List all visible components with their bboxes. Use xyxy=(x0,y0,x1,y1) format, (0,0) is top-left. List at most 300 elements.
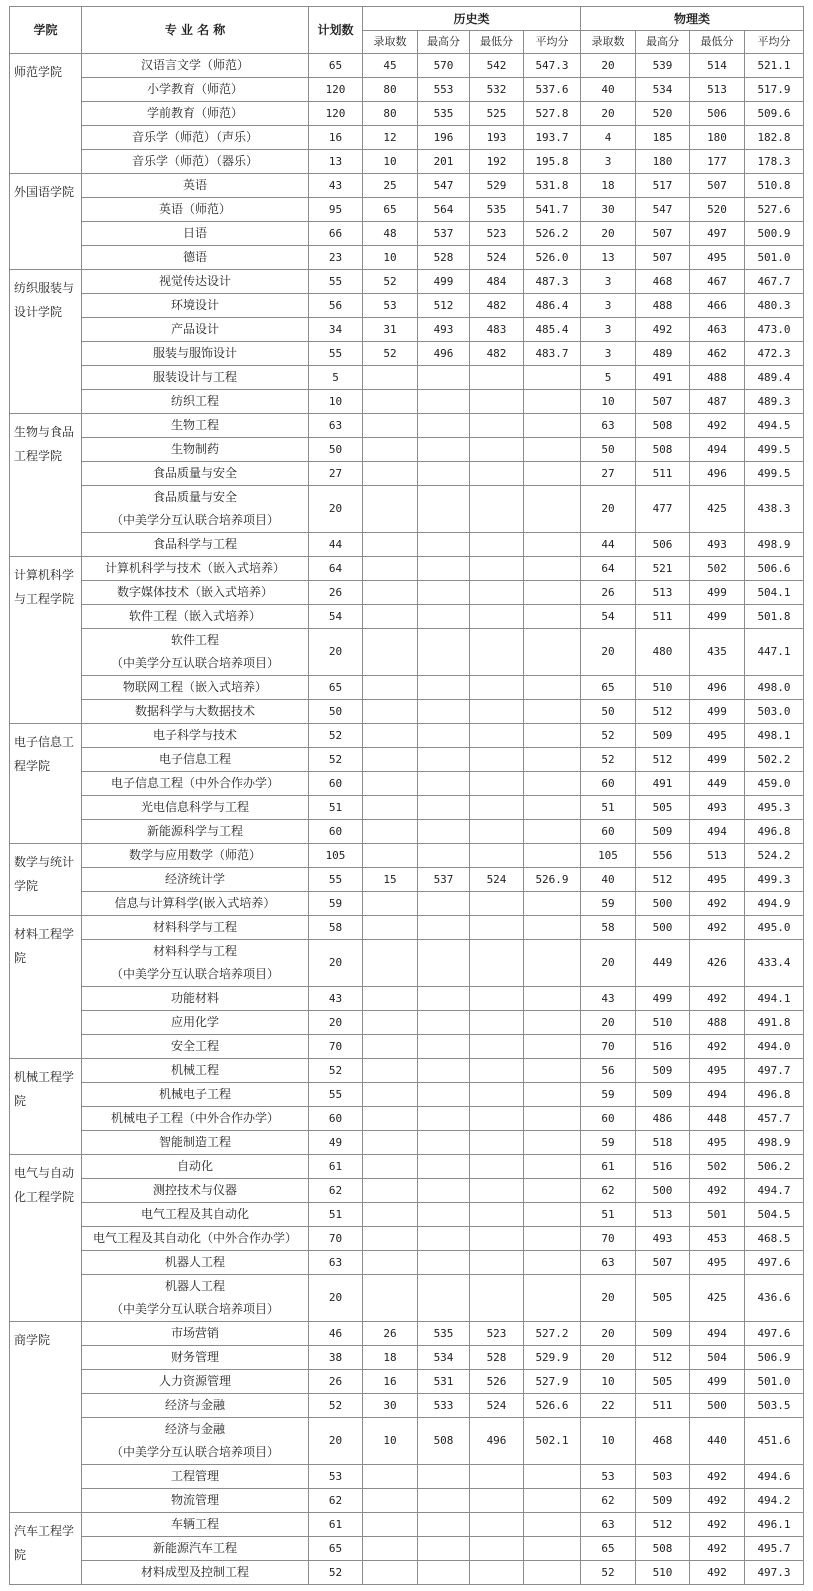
major-name: 英语（师范） xyxy=(158,202,231,216)
physics-max-cell: 500 xyxy=(636,1179,690,1203)
history-avg-cell xyxy=(524,772,581,796)
history-max-cell xyxy=(418,820,470,844)
major-name: 测控技术与仪器 xyxy=(152,1183,237,1197)
major-name: 智能制造工程 xyxy=(158,1135,231,1149)
major-cell xyxy=(82,1203,309,1227)
history-max-cell xyxy=(418,1083,470,1107)
physics-min-cell: 495 xyxy=(690,724,745,748)
college-cell: 计算机科学与工程学院 xyxy=(10,557,82,724)
table-row xyxy=(10,246,804,270)
history-max-cell xyxy=(418,390,470,414)
physics-avg-cell: 503.5 xyxy=(745,1394,804,1418)
physics-admitted-cell: 3 xyxy=(581,150,636,174)
physics-max-cell: 509 xyxy=(636,1083,690,1107)
major-program-note: （中美学分互认联合培养项目） xyxy=(110,1302,279,1316)
physics-admitted-cell: 105 xyxy=(581,844,636,868)
physics-avg-cell: 503.0 xyxy=(745,700,804,724)
physics-max-cell: 185 xyxy=(636,126,690,150)
history-max-cell: 535 xyxy=(418,102,470,126)
table-row xyxy=(10,438,804,462)
history-min-cell xyxy=(470,1083,524,1107)
physics-max-cell: 509 xyxy=(636,724,690,748)
plan-cell: 38 xyxy=(309,1346,363,1370)
history-avg-cell xyxy=(524,748,581,772)
history-min-cell xyxy=(470,581,524,605)
history-min-cell: 193 xyxy=(470,126,524,150)
major-cell xyxy=(82,1465,309,1489)
physics-avg-cell: 495.7 xyxy=(745,1537,804,1561)
physics-min-cell: 502 xyxy=(690,1155,745,1179)
major-name: 纺织工程 xyxy=(170,394,219,408)
plan-cell: 27 xyxy=(309,462,363,486)
physics-min-cell: 507 xyxy=(690,174,745,198)
table-row xyxy=(10,462,804,486)
physics-max-cell: 510 xyxy=(636,676,690,700)
physics-min-cell: 492 xyxy=(690,987,745,1011)
physics-avg-cell: 494.5 xyxy=(745,414,804,438)
physics-min-cell: 499 xyxy=(690,1370,745,1394)
physics-avg-cell: 467.7 xyxy=(745,270,804,294)
history-admitted-cell xyxy=(363,1489,418,1513)
major-cell xyxy=(82,1179,309,1203)
physics-min-cell: 492 xyxy=(690,1513,745,1537)
physics-admitted-cell: 52 xyxy=(581,1561,636,1585)
history-admitted-cell xyxy=(363,462,418,486)
college-cell: 商学院 xyxy=(10,1322,82,1513)
major-cell xyxy=(82,174,309,198)
physics-avg-cell: 499.5 xyxy=(745,438,804,462)
history-avg-cell xyxy=(524,1227,581,1251)
history-avg-cell: 502.1 xyxy=(524,1418,581,1465)
physics-admitted-cell: 20 xyxy=(581,1346,636,1370)
history-avg-cell: 526.0 xyxy=(524,246,581,270)
physics-min-cell: 449 xyxy=(690,772,745,796)
history-max-cell xyxy=(418,1011,470,1035)
history-min-cell xyxy=(470,676,524,700)
history-max-cell: 564 xyxy=(418,198,470,222)
physics-max-cell: 477 xyxy=(636,486,690,533)
major-name: 机器人工程 xyxy=(164,1279,225,1293)
history-avg-cell: 526.6 xyxy=(524,1394,581,1418)
history-admitted-cell xyxy=(363,892,418,916)
physics-admitted-cell: 52 xyxy=(581,724,636,748)
history-avg-cell: 529.9 xyxy=(524,1346,581,1370)
physics-avg-cell: 182.8 xyxy=(745,126,804,150)
major-name: 光电信息科学与工程 xyxy=(140,800,249,814)
table-row xyxy=(10,940,804,987)
major-cell xyxy=(82,1561,309,1585)
history-admitted-cell: 12 xyxy=(363,126,418,150)
physics-avg-cell: 524.2 xyxy=(745,844,804,868)
physics-admitted-cell: 50 xyxy=(581,438,636,462)
plan-cell: 52 xyxy=(309,1561,363,1585)
history-max-cell: 512 xyxy=(418,294,470,318)
history-max-cell xyxy=(418,1131,470,1155)
history-admitted-cell xyxy=(363,486,418,533)
physics-max-cell: 468 xyxy=(636,270,690,294)
plan-cell: 55 xyxy=(309,1083,363,1107)
history-admitted-cell: 52 xyxy=(363,270,418,294)
table-row xyxy=(10,1011,804,1035)
physics-min-cell: 501 xyxy=(690,1203,745,1227)
history-admitted-cell xyxy=(363,438,418,462)
history-max-cell xyxy=(418,1513,470,1537)
physics-max-cell: 516 xyxy=(636,1035,690,1059)
physics-admitted-cell: 20 xyxy=(581,54,636,78)
physics-admitted-cell: 20 xyxy=(581,102,636,126)
major-name: 数字媒体技术（嵌入式培养） xyxy=(116,585,273,599)
history-admitted-cell xyxy=(363,1107,418,1131)
major-name: 电子科学与技术 xyxy=(152,728,237,742)
major-name: 经济与金融 xyxy=(164,1422,225,1436)
physics-avg-cell: 447.1 xyxy=(745,629,804,676)
history-max-cell xyxy=(418,772,470,796)
major-name: 电气工程及其自动化（中外合作办学） xyxy=(92,1231,297,1245)
history-avg-cell xyxy=(524,1537,581,1561)
header-history-min: 最低分 xyxy=(470,31,524,54)
major-cell xyxy=(82,222,309,246)
physics-max-cell: 507 xyxy=(636,246,690,270)
plan-cell: 20 xyxy=(309,1418,363,1465)
major-cell xyxy=(82,1370,309,1394)
physics-avg-cell: 521.1 xyxy=(745,54,804,78)
major-name: 小学教育（师范） xyxy=(146,82,243,96)
physics-min-cell: 497 xyxy=(690,222,745,246)
major-cell xyxy=(82,700,309,724)
major-name: 数据科学与大数据技术 xyxy=(134,704,255,718)
history-avg-cell: 537.6 xyxy=(524,78,581,102)
admission-score-table xyxy=(9,6,804,1585)
physics-admitted-cell: 20 xyxy=(581,1322,636,1346)
history-avg-cell xyxy=(524,1489,581,1513)
physics-min-cell: 426 xyxy=(690,940,745,987)
major-cell xyxy=(82,1275,309,1322)
table-row xyxy=(10,1035,804,1059)
history-min-cell xyxy=(470,605,524,629)
table-row xyxy=(10,557,804,581)
history-min-cell xyxy=(470,748,524,772)
table-row xyxy=(10,892,804,916)
physics-admitted-cell: 65 xyxy=(581,676,636,700)
history-min-cell xyxy=(470,724,524,748)
history-max-cell xyxy=(418,844,470,868)
major-name: 财务管理 xyxy=(170,1350,219,1364)
history-min-cell: 525 xyxy=(470,102,524,126)
major-cell xyxy=(82,1035,309,1059)
physics-admitted-cell: 63 xyxy=(581,414,636,438)
history-min-cell xyxy=(470,414,524,438)
physics-min-cell: 494 xyxy=(690,1083,745,1107)
history-min-cell xyxy=(470,987,524,1011)
history-avg-cell: 527.2 xyxy=(524,1322,581,1346)
history-avg-cell: 531.8 xyxy=(524,174,581,198)
table-row xyxy=(10,150,804,174)
history-avg-cell xyxy=(524,987,581,1011)
history-admitted-cell: 48 xyxy=(363,222,418,246)
history-max-cell xyxy=(418,1107,470,1131)
major-cell xyxy=(82,940,309,987)
plan-cell: 59 xyxy=(309,892,363,916)
physics-admitted-cell: 20 xyxy=(581,629,636,676)
physics-admitted-cell: 40 xyxy=(581,868,636,892)
history-max-cell xyxy=(418,1059,470,1083)
history-avg-cell xyxy=(524,1083,581,1107)
history-min-cell xyxy=(470,629,524,676)
history-max-cell: 499 xyxy=(418,270,470,294)
table-row xyxy=(10,414,804,438)
history-admitted-cell xyxy=(363,605,418,629)
major-cell xyxy=(82,1322,309,1346)
physics-avg-cell: 501.8 xyxy=(745,605,804,629)
header-physics-min: 最低分 xyxy=(690,31,745,54)
physics-admitted-cell: 10 xyxy=(581,1418,636,1465)
major-name: 电子信息工程（中外合作办学） xyxy=(110,776,279,790)
history-admitted-cell xyxy=(363,940,418,987)
history-admitted-cell xyxy=(363,772,418,796)
table-body xyxy=(10,54,804,1585)
physics-avg-cell: 527.6 xyxy=(745,198,804,222)
physics-avg-cell: 499.3 xyxy=(745,868,804,892)
history-max-cell xyxy=(418,700,470,724)
major-cell xyxy=(82,246,309,270)
table-row xyxy=(10,796,804,820)
plan-cell: 70 xyxy=(309,1227,363,1251)
major-name: 机械电子工程 xyxy=(158,1087,231,1101)
physics-avg-cell: 473.0 xyxy=(745,318,804,342)
history-admitted-cell xyxy=(363,987,418,1011)
plan-cell: 53 xyxy=(309,1465,363,1489)
table-row xyxy=(10,1561,804,1585)
history-admitted-cell xyxy=(363,1513,418,1537)
major-cell xyxy=(82,987,309,1011)
history-min-cell xyxy=(470,390,524,414)
major-name: 食品质量与安全 xyxy=(152,490,237,504)
physics-admitted-cell: 63 xyxy=(581,1513,636,1537)
physics-max-cell: 468 xyxy=(636,1418,690,1465)
header-physics-avg: 平均分 xyxy=(745,31,804,54)
history-avg-cell xyxy=(524,1011,581,1035)
physics-min-cell: 495 xyxy=(690,1131,745,1155)
history-avg-cell xyxy=(524,916,581,940)
physics-min-cell: 425 xyxy=(690,1275,745,1322)
physics-avg-cell: 509.6 xyxy=(745,102,804,126)
major-name: 应用化学 xyxy=(170,1015,219,1029)
physics-min-cell: 492 xyxy=(690,1489,745,1513)
table-row xyxy=(10,222,804,246)
table-row xyxy=(10,1394,804,1418)
history-avg-cell xyxy=(524,1059,581,1083)
physics-max-cell: 513 xyxy=(636,581,690,605)
physics-admitted-cell: 60 xyxy=(581,820,636,844)
major-cell xyxy=(82,868,309,892)
major-cell xyxy=(82,1251,309,1275)
physics-min-cell: 467 xyxy=(690,270,745,294)
header-physics-max: 最高分 xyxy=(636,31,690,54)
table-row xyxy=(10,126,804,150)
physics-min-cell: 494 xyxy=(690,438,745,462)
history-min-cell xyxy=(470,1107,524,1131)
plan-cell: 120 xyxy=(309,78,363,102)
history-avg-cell xyxy=(524,629,581,676)
physics-admitted-cell: 59 xyxy=(581,1083,636,1107)
physics-avg-cell: 494.0 xyxy=(745,1035,804,1059)
history-admitted-cell: 52 xyxy=(363,342,418,366)
history-max-cell xyxy=(418,940,470,987)
physics-avg-cell: 494.7 xyxy=(745,1179,804,1203)
physics-max-cell: 486 xyxy=(636,1107,690,1131)
history-admitted-cell xyxy=(363,557,418,581)
major-cell xyxy=(82,1489,309,1513)
history-max-cell xyxy=(418,892,470,916)
physics-admitted-cell: 59 xyxy=(581,1131,636,1155)
major-cell xyxy=(82,486,309,533)
plan-cell: 60 xyxy=(309,1107,363,1131)
physics-avg-cell: 496.1 xyxy=(745,1513,804,1537)
major-name: 经济与金融 xyxy=(164,1398,225,1412)
history-admitted-cell xyxy=(363,796,418,820)
plan-cell: 20 xyxy=(309,1011,363,1035)
history-admitted-cell xyxy=(363,1251,418,1275)
plan-cell: 20 xyxy=(309,486,363,533)
major-program-note: （中美学分互认联合培养项目） xyxy=(110,1445,279,1459)
physics-admitted-cell: 51 xyxy=(581,796,636,820)
history-max-cell xyxy=(418,1179,470,1203)
history-min-cell xyxy=(470,1227,524,1251)
physics-max-cell: 491 xyxy=(636,772,690,796)
history-min-cell xyxy=(470,1251,524,1275)
history-max-cell xyxy=(418,1489,470,1513)
history-min-cell xyxy=(470,557,524,581)
major-program-note: （中美学分互认联合培养项目） xyxy=(110,967,279,981)
physics-admitted-cell: 40 xyxy=(581,78,636,102)
history-max-cell: 201 xyxy=(418,150,470,174)
physics-admitted-cell: 53 xyxy=(581,1465,636,1489)
plan-cell: 63 xyxy=(309,414,363,438)
history-max-cell: 535 xyxy=(418,1322,470,1346)
physics-max-cell: 511 xyxy=(636,605,690,629)
table-row xyxy=(10,294,804,318)
history-avg-cell: 526.9 xyxy=(524,868,581,892)
major-cell xyxy=(82,294,309,318)
physics-avg-cell: 433.4 xyxy=(745,940,804,987)
history-max-cell xyxy=(418,724,470,748)
physics-max-cell: 512 xyxy=(636,1513,690,1537)
history-admitted-cell xyxy=(363,1155,418,1179)
history-avg-cell xyxy=(524,1465,581,1489)
physics-avg-cell: 506.6 xyxy=(745,557,804,581)
physics-avg-cell: 498.9 xyxy=(745,533,804,557)
history-max-cell xyxy=(418,366,470,390)
physics-avg-cell: 457.7 xyxy=(745,1107,804,1131)
history-admitted-cell xyxy=(363,1011,418,1035)
major-cell xyxy=(82,54,309,78)
plan-cell: 54 xyxy=(309,605,363,629)
physics-admitted-cell: 10 xyxy=(581,390,636,414)
major-cell xyxy=(82,1513,309,1537)
physics-max-cell: 499 xyxy=(636,987,690,1011)
physics-max-cell: 556 xyxy=(636,844,690,868)
history-admitted-cell: 80 xyxy=(363,78,418,102)
history-min-cell xyxy=(470,1179,524,1203)
physics-min-cell: 494 xyxy=(690,1322,745,1346)
history-max-cell: 493 xyxy=(418,318,470,342)
physics-admitted-cell: 20 xyxy=(581,486,636,533)
history-max-cell xyxy=(418,676,470,700)
physics-max-cell: 180 xyxy=(636,150,690,174)
major-cell xyxy=(82,820,309,844)
major-cell xyxy=(82,1346,309,1370)
history-admitted-cell xyxy=(363,1131,418,1155)
major-cell xyxy=(82,366,309,390)
major-name: 音乐学（师范）（声乐） xyxy=(131,130,258,144)
physics-admitted-cell: 3 xyxy=(581,318,636,342)
physics-admitted-cell: 20 xyxy=(581,940,636,987)
physics-avg-cell: 494.6 xyxy=(745,1465,804,1489)
physics-admitted-cell: 26 xyxy=(581,581,636,605)
history-avg-cell xyxy=(524,1035,581,1059)
history-admitted-cell xyxy=(363,1275,418,1322)
table-row xyxy=(10,342,804,366)
table-row xyxy=(10,1346,804,1370)
physics-max-cell: 503 xyxy=(636,1465,690,1489)
history-avg-cell xyxy=(524,940,581,987)
college-cell: 材料工程学院 xyxy=(10,916,82,1059)
history-avg-cell xyxy=(524,724,581,748)
college-cell: 汽车工程学院 xyxy=(10,1513,82,1585)
physics-admitted-cell: 65 xyxy=(581,1537,636,1561)
major-name: 自动化 xyxy=(176,1159,213,1173)
college-cell: 纺织服装与设计学院 xyxy=(10,270,82,414)
plan-cell: 55 xyxy=(309,868,363,892)
history-admitted-cell xyxy=(363,366,418,390)
major-cell xyxy=(82,342,309,366)
physics-max-cell: 547 xyxy=(636,198,690,222)
major-cell xyxy=(82,78,309,102)
table-row xyxy=(10,868,804,892)
major-cell xyxy=(82,676,309,700)
physics-max-cell: 500 xyxy=(636,892,690,916)
physics-min-cell: 492 xyxy=(690,916,745,940)
history-max-cell xyxy=(418,533,470,557)
physics-admitted-cell: 56 xyxy=(581,1059,636,1083)
physics-avg-cell: 459.0 xyxy=(745,772,804,796)
physics-max-cell: 520 xyxy=(636,102,690,126)
physics-admitted-cell: 61 xyxy=(581,1155,636,1179)
physics-min-cell: 514 xyxy=(690,54,745,78)
plan-cell: 43 xyxy=(309,987,363,1011)
physics-avg-cell: 504.5 xyxy=(745,1203,804,1227)
major-cell xyxy=(82,1537,309,1561)
major-cell xyxy=(82,557,309,581)
physics-avg-cell: 489.4 xyxy=(745,366,804,390)
history-avg-cell: 195.8 xyxy=(524,150,581,174)
history-min-cell xyxy=(470,366,524,390)
major-name: 信息与计算科学(嵌入式培养） xyxy=(114,896,276,910)
physics-avg-cell: 501.0 xyxy=(745,1370,804,1394)
history-admitted-cell xyxy=(363,1179,418,1203)
history-min-cell: 482 xyxy=(470,342,524,366)
physics-max-cell: 509 xyxy=(636,820,690,844)
history-avg-cell xyxy=(524,605,581,629)
physics-admitted-cell: 44 xyxy=(581,533,636,557)
history-max-cell: 531 xyxy=(418,1370,470,1394)
history-min-cell xyxy=(470,486,524,533)
physics-avg-cell: 472.3 xyxy=(745,342,804,366)
physics-max-cell: 510 xyxy=(636,1011,690,1035)
history-admitted-cell xyxy=(363,676,418,700)
table-row xyxy=(10,748,804,772)
physics-min-cell: 492 xyxy=(690,1179,745,1203)
